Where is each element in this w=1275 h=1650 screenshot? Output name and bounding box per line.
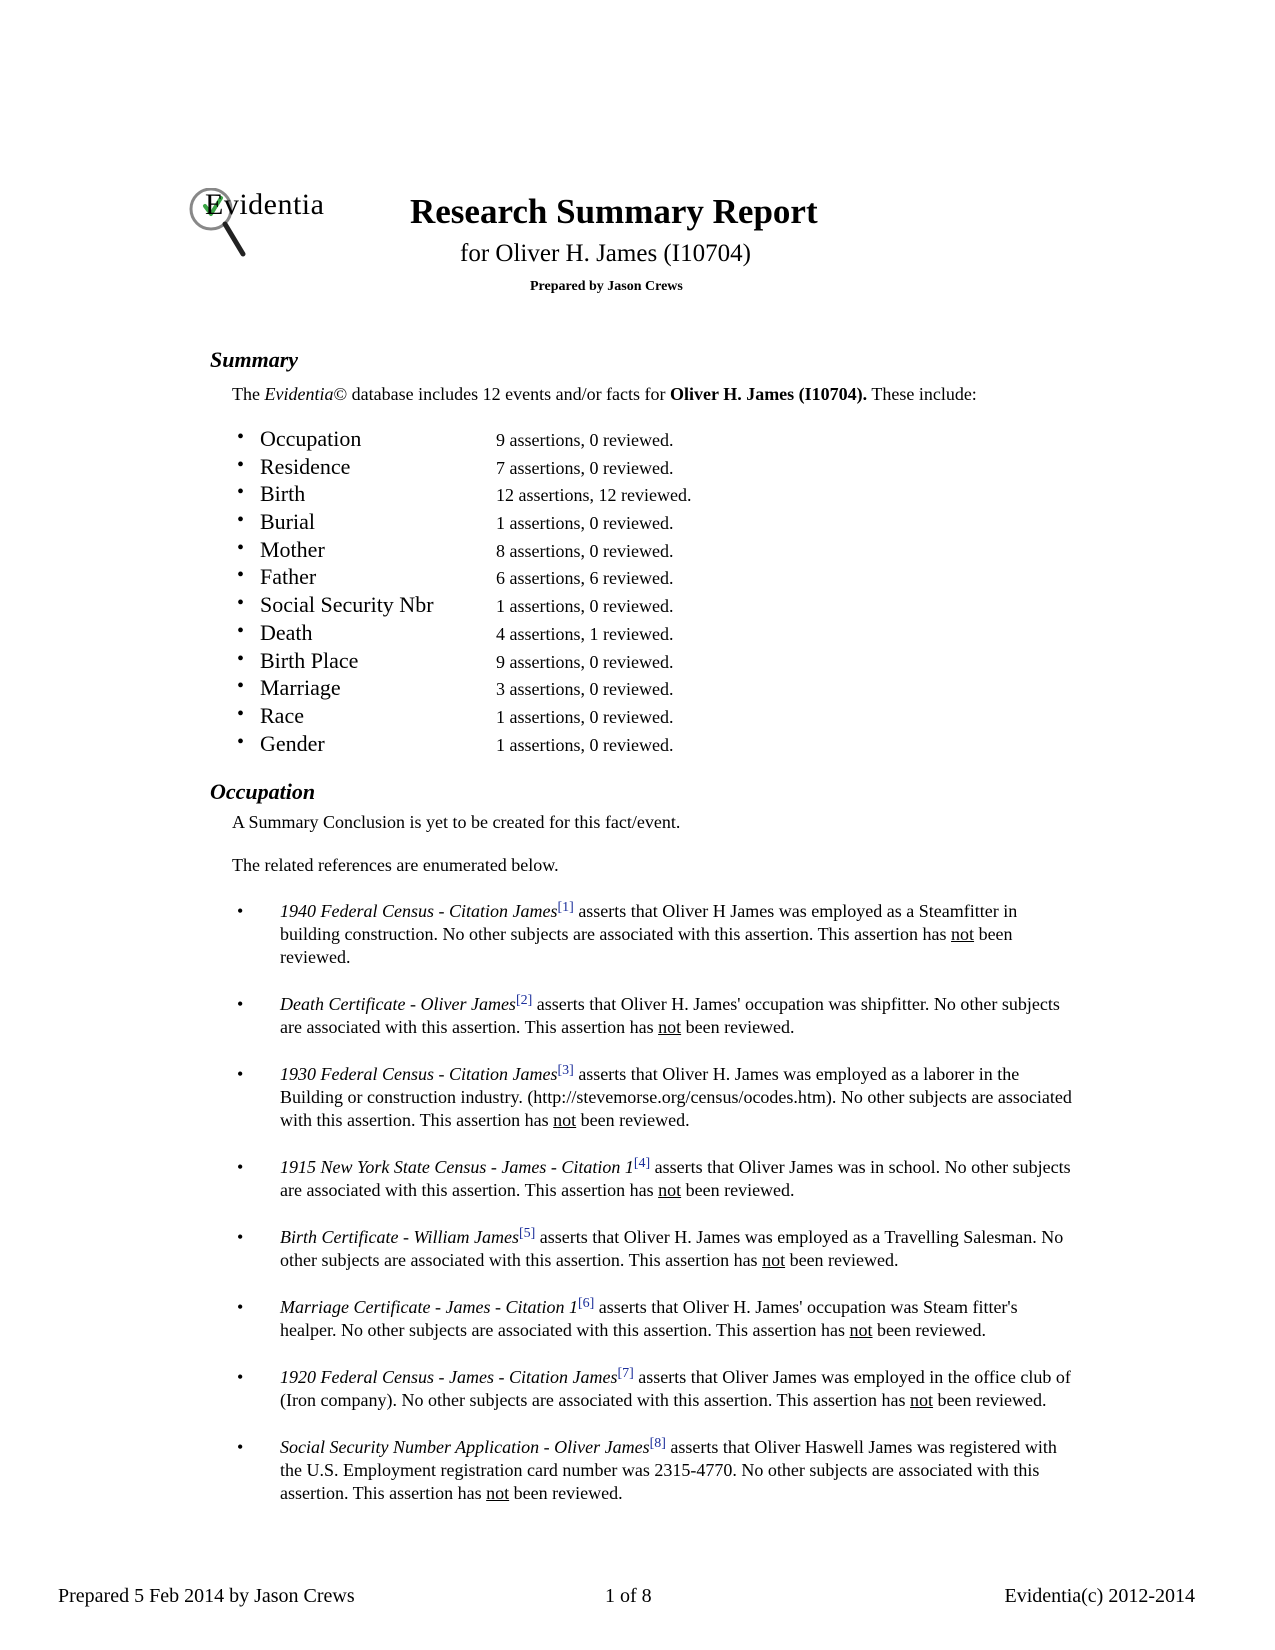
facts-list	[232, 426, 752, 758]
evidentia-logo	[185, 188, 345, 268]
reference-list	[232, 900, 1072, 1529]
occupation-related: The related references are enumerated below.	[232, 855, 559, 875]
fact-name: Mother	[260, 536, 325, 562]
reference-item	[232, 1436, 1072, 1505]
bullet: •	[237, 1064, 244, 1084]
reference-text-end: been reviewed.	[872, 1320, 986, 1340]
not-emphasis: not	[951, 924, 975, 944]
fact-count: 3 assertions, 0 reviewed.	[496, 679, 674, 700]
fact-count: 9 assertions, 0 reviewed.	[496, 651, 674, 672]
footer-copyright: Evidentia(c) 2012-2014	[1004, 1585, 1195, 1607]
fact-item	[232, 537, 752, 565]
report-subtitle: for Oliver H. James (I10704)	[460, 240, 751, 267]
reference-source: 1915 New York State Census - James - Citation 1	[280, 1157, 634, 1177]
bullet: •	[237, 702, 245, 725]
prepared-by: Prepared by Jason Crews	[530, 279, 683, 294]
reference-text-end: been reviewed.	[280, 924, 1013, 967]
summary-intro	[232, 384, 977, 405]
reference-source: Marriage Certificate - James - Citation 1	[280, 1297, 578, 1317]
reference-text-end: been reviewed.	[933, 1390, 1047, 1410]
logo-text: Evidentia	[205, 188, 325, 221]
reference-text-end: been reviewed.	[681, 1180, 795, 1200]
bullet: •	[237, 481, 245, 504]
intro-post: These include:	[867, 384, 977, 404]
reference-text: asserts that Oliver James was in school. No other subjects are associated with this assertion. This assertion has	[280, 1157, 1071, 1200]
intro-subject: Oliver H. James (I10704).	[670, 384, 868, 404]
fact-name: Marriage	[260, 675, 341, 701]
bullet: •	[237, 619, 245, 642]
reference-text-end: been reviewed.	[509, 1483, 623, 1503]
reference-text: asserts that Oliver H. James was employed as a Travelling Salesman. No other subjects are associated with this assertion. This assertion has	[280, 1227, 1064, 1270]
fact-count: 7 assertions, 0 reviewed.	[496, 457, 674, 478]
fact-name: Race	[260, 702, 304, 728]
footnote-link[interactable]: [1]	[557, 900, 574, 915]
occupation-heading: Occupation	[210, 779, 316, 804]
fact-item	[232, 648, 752, 676]
fact-count: 1 assertions, 0 reviewed.	[496, 734, 674, 755]
reference-source: 1920 Federal Census - James - Citation James	[280, 1367, 618, 1387]
fact-item	[232, 481, 752, 509]
bullet: •	[237, 453, 245, 476]
bullet: •	[237, 426, 245, 448]
summary-heading: Summary	[210, 347, 299, 372]
footnote-link[interactable]: [2]	[515, 993, 533, 1008]
fact-item	[232, 620, 752, 648]
occupation-conclusion: A Summary Conclusion is yet to be created for this fact/event.	[232, 812, 681, 832]
bullet: •	[237, 592, 245, 615]
reference-source: 1940 Federal Census - Citation James	[280, 901, 558, 921]
fact-item	[232, 426, 752, 454]
fact-item	[232, 509, 752, 537]
fact-count: 1 assertions, 0 reviewed.	[496, 596, 674, 617]
reference-item	[232, 1296, 1072, 1342]
bullet: •	[237, 1227, 244, 1247]
reference-text-end: been reviewed.	[576, 1110, 690, 1130]
fact-name: Social Security Nbr	[260, 592, 434, 618]
footer-prepared: Prepared 5 Feb 2014 by Jason Crews	[58, 1585, 355, 1607]
reference-source: 1930 Federal Census - Citation James	[280, 1064, 558, 1084]
reference-text: asserts that Oliver H. James' occupation was shipfitter. No other subjects are associated with this assertion. This assertion has	[280, 994, 1060, 1037]
reference-item	[232, 1226, 1072, 1272]
reference-item	[232, 900, 1072, 969]
fact-count: 6 assertions, 6 reviewed.	[496, 568, 674, 589]
fact-name: Birth	[260, 481, 306, 507]
footnote-link[interactable]: [8]	[649, 1436, 666, 1451]
bullet: •	[237, 1367, 244, 1387]
bullet: •	[237, 1297, 244, 1317]
fact-name: Father	[260, 564, 317, 590]
reference-item	[232, 1156, 1072, 1202]
reference-text-end: been reviewed.	[681, 1017, 795, 1037]
bullet: •	[237, 509, 245, 532]
reference-text: asserts that Oliver H. James was employed as a laborer in the Building or construction industry. (http://stevemorse.org/census/ocodes.htm). No other subjects are associated with this assertion. This assertion has	[280, 1064, 1072, 1130]
reference-text: asserts that Oliver H. James' occupation was Steam fitter's healper. No other subjects are associated with this assertion. This assertion has	[280, 1297, 1018, 1340]
report-title: Research Summary Report	[410, 192, 818, 231]
fact-item	[232, 592, 752, 620]
footnote-link[interactable]: [6]	[577, 1296, 595, 1311]
bullet: •	[237, 536, 245, 559]
fact-count: 12 assertions, 12 reviewed.	[496, 485, 692, 506]
not-emphasis: not	[658, 1017, 682, 1037]
fact-item	[232, 564, 752, 592]
fact-count: 4 assertions, 1 reviewed.	[496, 623, 674, 644]
fact-name: Gender	[260, 730, 325, 756]
fact-item	[232, 703, 752, 731]
not-emphasis: not	[486, 1483, 510, 1503]
intro-app-name: Evidentia	[264, 384, 334, 404]
fact-count: 1 assertions, 0 reviewed.	[496, 706, 674, 727]
not-emphasis: not	[762, 1250, 786, 1270]
fact-count: 9 assertions, 0 reviewed.	[496, 430, 674, 450]
not-emphasis: not	[658, 1180, 682, 1200]
not-emphasis: not	[553, 1110, 577, 1130]
reference-text: asserts that Oliver H James was employed as a Steamfitter in building construction. No other subjects are associated with this assertion. This assertion has	[280, 901, 1018, 944]
reference-item	[232, 993, 1072, 1039]
bullet: •	[237, 730, 245, 753]
intro-mid: © database includes 12 events and/or facts for	[333, 384, 671, 404]
fact-count: 1 assertions, 0 reviewed.	[496, 513, 674, 534]
footnote-link[interactable]: [7]	[617, 1366, 634, 1381]
reference-text: asserts that Oliver James was employed in the office club of (Iron company). No other subjects are associated with this assertion. This assertion has	[280, 1367, 1071, 1410]
reference-source: Social Security Number Application - Oliver James	[280, 1437, 650, 1457]
reference-text-end: been reviewed.	[785, 1250, 899, 1270]
fact-name: Birth Place	[260, 647, 359, 673]
bullet: •	[237, 1157, 244, 1177]
reference-source: Birth Certificate - William James	[280, 1227, 519, 1247]
intro-pre: The	[232, 384, 265, 404]
bullet: •	[237, 994, 244, 1014]
reference-source: Death Certificate - Oliver James	[280, 994, 516, 1014]
fact-name: Burial	[260, 509, 315, 535]
bullet: •	[237, 675, 245, 698]
fact-name: Occupation	[260, 426, 362, 451]
fact-item	[232, 675, 752, 703]
reference-item	[232, 1063, 1072, 1132]
bullet: •	[237, 901, 244, 921]
reference-item	[232, 1366, 1072, 1412]
fact-name: Residence	[260, 453, 351, 479]
bullet: •	[237, 1437, 244, 1457]
footnote-link[interactable]: [3]	[557, 1063, 574, 1078]
fact-item	[232, 454, 752, 482]
not-emphasis: not	[849, 1320, 873, 1340]
fact-count: 8 assertions, 0 reviewed.	[496, 540, 674, 561]
not-emphasis: not	[910, 1390, 934, 1410]
fact-name: Death	[260, 619, 313, 645]
reference-text: asserts that Oliver Haswell James was registered with the U.S. Employment registration card number was 2315-4770. No other subjects are associated with this assertion. This assertion has	[280, 1437, 1057, 1503]
footnote-link[interactable]: [5]	[518, 1226, 536, 1241]
fact-item	[232, 731, 752, 759]
footnote-link[interactable]: [4]	[633, 1156, 651, 1171]
footer-page-number: 1 of 8	[605, 1585, 652, 1607]
bullet: •	[237, 564, 245, 587]
bullet: •	[237, 647, 245, 670]
